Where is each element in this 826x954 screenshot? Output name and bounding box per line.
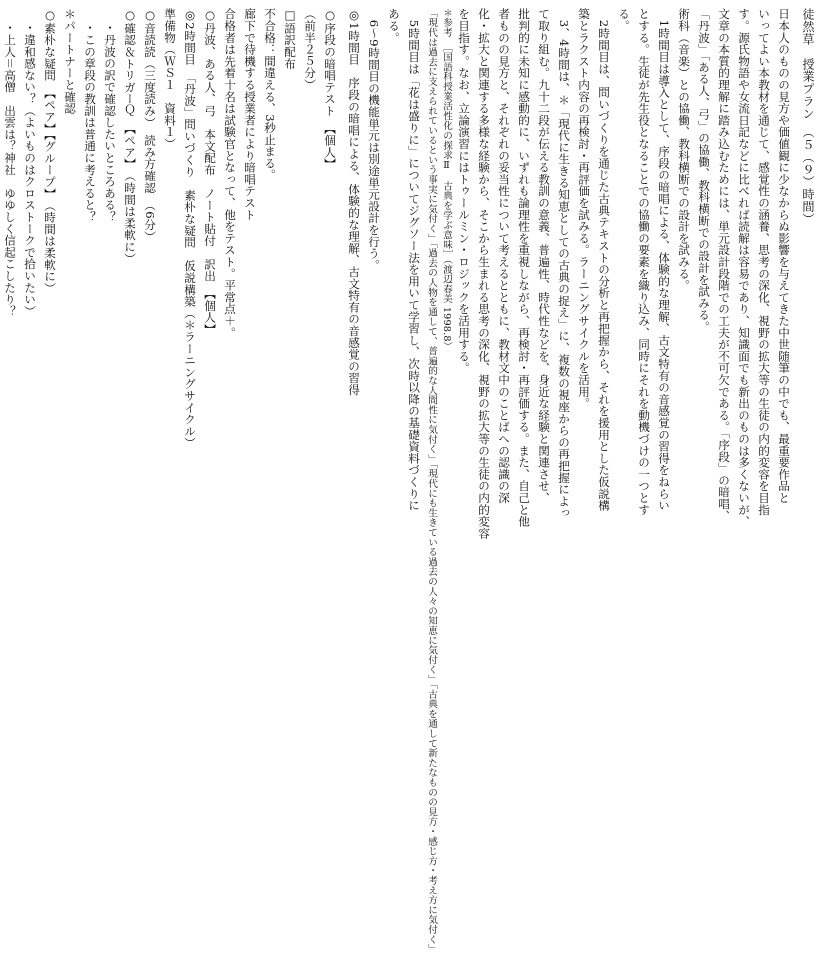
intro-line: 日本人のものの見方や価値観に少なからぬ影響を与えてきた中世随筆の中でも、最重要作品と (777, 8, 791, 504)
para2-line: を目指す。なお、立論演習にはトゥールミン・ロジックを活用する。 (457, 8, 471, 374)
intro-line: 1時間目は導入として、序段の暗唱による、体験的な理解、古文特有の音感覚の習得をねらい (657, 8, 671, 512)
para3-line: 5時間目は「花は盛りに」についてジグソー法を用いて学習し、次時以降の基礎資料づくりに (407, 8, 421, 512)
para2-line: 批判的に未知に感動的に、いずれも論理性を重視しながら、再検討・再評価する。また、自己と他 (517, 8, 531, 528)
intro-line: いってよい本教材を通じて、感覚性の涵養、思考の深化、視野の拡大等の生徒の内的変容を目指 (757, 8, 771, 516)
plan-line: ○確認＆トリガーＱ 【ペア】 （時間は柔軟に） (123, 8, 137, 265)
para2-line: 築とラクスト内容の再検討・再評価を試みる。ラーニングサイクルを活用。 (577, 8, 591, 410)
plan-line: ◎1時間目 序段の暗唱による、体験的な理解、古文特有の音感覚の習得 (347, 8, 361, 396)
document-title: 徒然草 授業プラン （５（９）時間） (801, 8, 815, 226)
intro-line: 文章の本質的理解に踏み込むためには、単元設計段階での工夫が不可欠である。「序段」の暗唱、 (717, 8, 731, 522)
para2-line: 化・拡大と関連する多様な経験から、そこから生まれる思考の深化、視野の拡大等の生徒の内的変容 (477, 8, 491, 539)
plan-line: ○丹波、ある人、弓 本文配布 ノート貼付 訳出 【個人】 (203, 8, 217, 335)
intro-line: る。 (617, 8, 631, 32)
intro-line: 「丹波」「ある人、弓」の協働、教科横断での設計を試みる。 (697, 8, 711, 333)
para2-line: 3、4時間は、＊「現代に生きる知恵としての古典の捉え」に、複数の視座からの再把握によっ (557, 8, 571, 519)
plan-line: □語訳配布 (283, 8, 297, 70)
intro-line: とする。生徒が先生役となることでの協働の要素を織り込み、同時にそれを動機づけの一つとす (637, 8, 651, 516)
plan-line: ・上人＝高僧 出雲は？神社 ゆゆしく信起こしたり？ (3, 21, 17, 317)
reference-body: 「現代は過去に支えられているという事実に気付く」「過去の人物を通して、普遍的な人間性に気付く」「現代にも生きている過去の人々の知恵に気付く」「古典を通して新たなものの見方・感じ方・考え方に気付く」 (426, 8, 437, 954)
plan-line: 準備物（ＷＳ１ 資料１） (163, 8, 177, 150)
para2-line: 2時間目は、問いづくりを通じた古典テキストの分析と再把握から、それを援用とした仮説構 (597, 8, 611, 512)
plan-line: ○素朴な疑問 【ペア】【グループ】 （時間は柔軟に） (43, 8, 57, 294)
plan-line: 不合格：間違える、3秒止まる。 (263, 8, 277, 181)
plan-line: 廊下で待機する授業者により暗唱テスト (243, 8, 257, 221)
plan-line: 合格者は先着十名は試験官となって、他をテスト。平常点＋。 (223, 8, 237, 339)
para2-line: て取り組む。九十二段が伝える教訓の意義、普遍性、時代性などを、身近な経験と関連させ、 (537, 8, 551, 504)
para3-line: 6～9時間目の機能単元は別途単元設計を行う。 (367, 8, 381, 271)
plan-line: ○音読読（三度読み） 読み方確認 （6分） (143, 8, 157, 243)
plan-line: ・丹波の訳で確認したいところある？ (103, 21, 117, 223)
plan-line: ・この章段の教訓は普通に考えると？ (83, 21, 97, 223)
para3-line: ある。 (387, 8, 401, 44)
reference-label: ＊参考 ［国語科授業活性化の探求Ⅱ 古典を学ぶ意味］（渡辺春美 1998.8） (441, 8, 452, 352)
plan-line: ◎2時間目 「丹波」問いづくり 素朴な疑問 仮説構築（＊ラーニングサイクル） (183, 8, 197, 449)
para2-line: 者ものの見方と、それぞれの妥当性について考えるとともに、教材文中のことばへの認識の深 (497, 8, 511, 504)
intro-line: 術科（音楽）との協働、教科横断での設計を試みる。 (677, 8, 691, 292)
plan-line: ○序段の暗唱テスト 【個人】 (323, 8, 337, 170)
intro-line: す。源氏物語や女流日記などに比べれば読解は容易であり、知識面でも新出のものは多くないが、 (737, 8, 751, 528)
plan-line: ＊パートナーと確認 (63, 8, 77, 115)
plan-line: ・違和感ない？（よいものはクロストークで拾いたい） (23, 21, 37, 317)
footer-range: （前半２５分） (303, 8, 317, 91)
